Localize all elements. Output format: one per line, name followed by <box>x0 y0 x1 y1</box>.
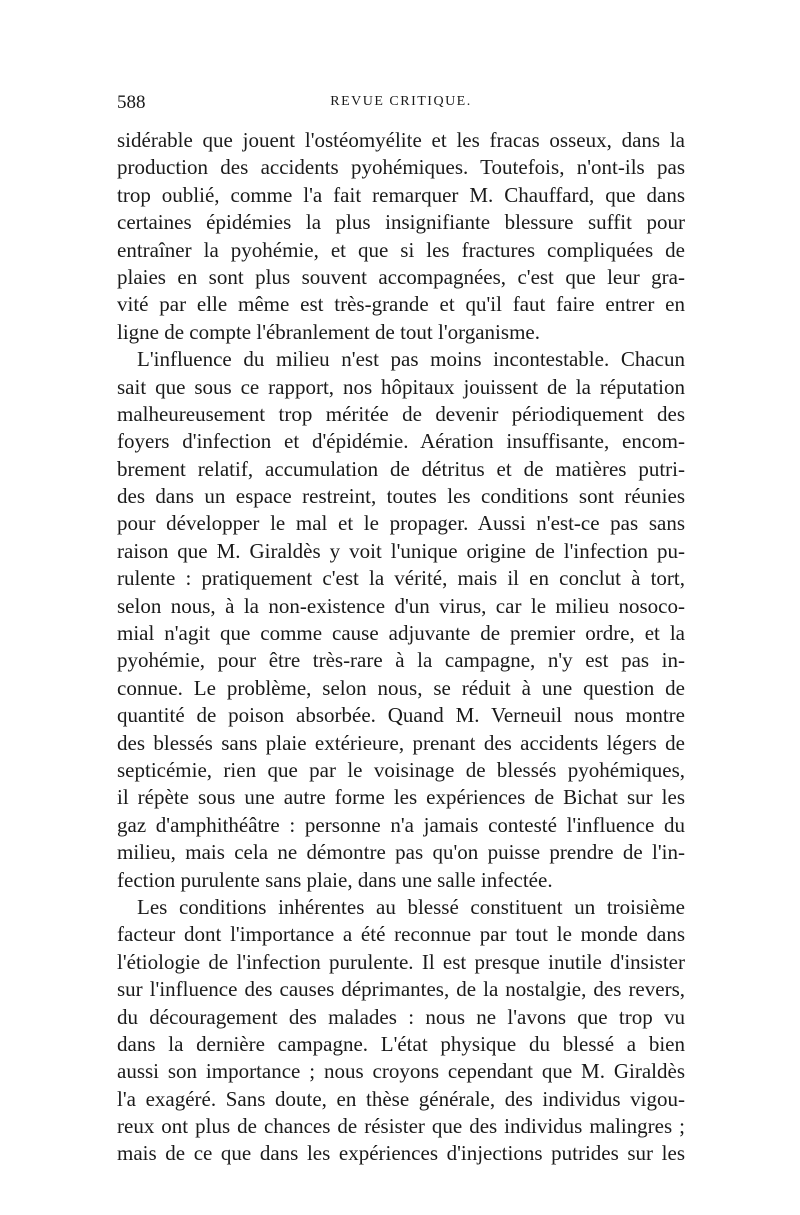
text-line: selon nous, à la non-existence d'un virus, car le milieu nosoco- <box>117 593 685 618</box>
text-line: l'étiologie de l'infection purulente. Il est presque inutile d'insister <box>117 949 685 974</box>
paragraph-end-line: ligne de compte l'ébranlement de tout l'organisme. <box>117 319 540 344</box>
paragraph-start-line: L'influence du milieu n'est pas moins incontestable. Chacun <box>137 347 685 372</box>
text-line: malheureusement trop méritée de devenir périodiquement des <box>117 401 685 426</box>
running-title: REVUE CRITIQUE. <box>330 94 472 109</box>
text-line: gaz d'amphithéâtre : personne n'a jamais contesté l'influence du <box>117 812 685 837</box>
text-line: du découragement des malades : nous ne l'avons que trop vu <box>117 1004 685 1029</box>
text-line: sidérable que jouent l'ostéomyélite et les fracas osseux, dans la <box>117 128 685 152</box>
text-line: pour développer le mal et le propager. Aussi n'est-ce pas sans <box>117 511 685 536</box>
text-line: il répète sous une autre forme les expériences de Bichat sur les <box>117 785 685 810</box>
body-text <box>117 127 685 1168</box>
text-line: l'a exagéré. Sans doute, en thèse générale, des individus vigou- <box>117 1086 685 1111</box>
text-line: foyers d'infection et d'épidémie. Aération insuffisante, encom- <box>117 429 685 454</box>
text-line: pyohémie, pour être très-rare à la campagne, n'y est pas in- <box>117 648 685 673</box>
text-line: milieu, mais cela ne démontre pas qu'on puisse prendre de l'in- <box>117 840 685 865</box>
text-line: plaies en sont plus souvent accompagnées, c'est que leur gra- <box>117 264 685 289</box>
text-line: dans la dernière campagne. L'état physique du blessé a bien <box>117 1031 685 1056</box>
text-line: connue. Le problème, selon nous, se réduit à une question de <box>117 675 685 700</box>
text-line: certaines épidémies la plus insignifiante blessure suffit pour <box>117 210 685 235</box>
text-line: production des accidents pyohémiques. Toutefois, n'ont-ils pas <box>117 155 685 180</box>
text-line: des dans un espace restreint, toutes les conditions sont réunies <box>117 484 685 509</box>
text-line: septicémie, rien que par le voisinage de blessés pyohémiques, <box>117 757 685 782</box>
text-line: vité par elle même est très-grande et qu'il faut faire entrer en <box>117 292 685 317</box>
text-line: mial n'agit que comme cause adjuvante de premier ordre, et la <box>117 621 685 646</box>
text-line: rulente : pratiquement c'est la vérité, mais il en conclut à tort, <box>117 566 685 591</box>
text-line: mais de ce que dans les expériences d'injections putrides sur les <box>117 1141 685 1166</box>
text-line: brement relatif, accumulation de détritus et de matières putri- <box>117 456 685 481</box>
text-line: trop oublié, comme l'a fait remarquer M. Chauffard, que dans <box>117 182 685 207</box>
text-line: quantité de poison absorbée. Quand M. Verneuil nous montre <box>117 703 685 728</box>
text-line: entraîner la pyohémie, et que si les fractures compliquées de <box>117 237 685 262</box>
page-number: 588 <box>117 92 146 113</box>
text-line: facteur dont l'importance a été reconnue par tout le monde dans <box>117 922 685 947</box>
text-line: aussi son importance ; nous croyons cependant que M. Giraldès <box>117 1059 685 1084</box>
text-line: sur l'influence des causes déprimantes, de la nostalgie, des revers, <box>117 977 685 1002</box>
text-line: sait que sous ce rapport, nos hôpitaux jouissent de la réputation <box>117 374 685 399</box>
text-line: reux ont plus de chances de résister que des individus malingres ; <box>117 1114 685 1139</box>
paragraph-end-line: fection purulente sans plaie, dans une salle infectée. <box>117 867 553 892</box>
text-line: des blessés sans plaie extérieure, prenant des accidents légers de <box>117 730 685 755</box>
text-line: raison que M. Giraldès y voit l'unique origine de l'infection pu- <box>117 538 685 563</box>
running-header <box>117 92 685 118</box>
paragraph-start-line: Les conditions inhérentes au blessé constituent un troisième <box>137 894 685 919</box>
